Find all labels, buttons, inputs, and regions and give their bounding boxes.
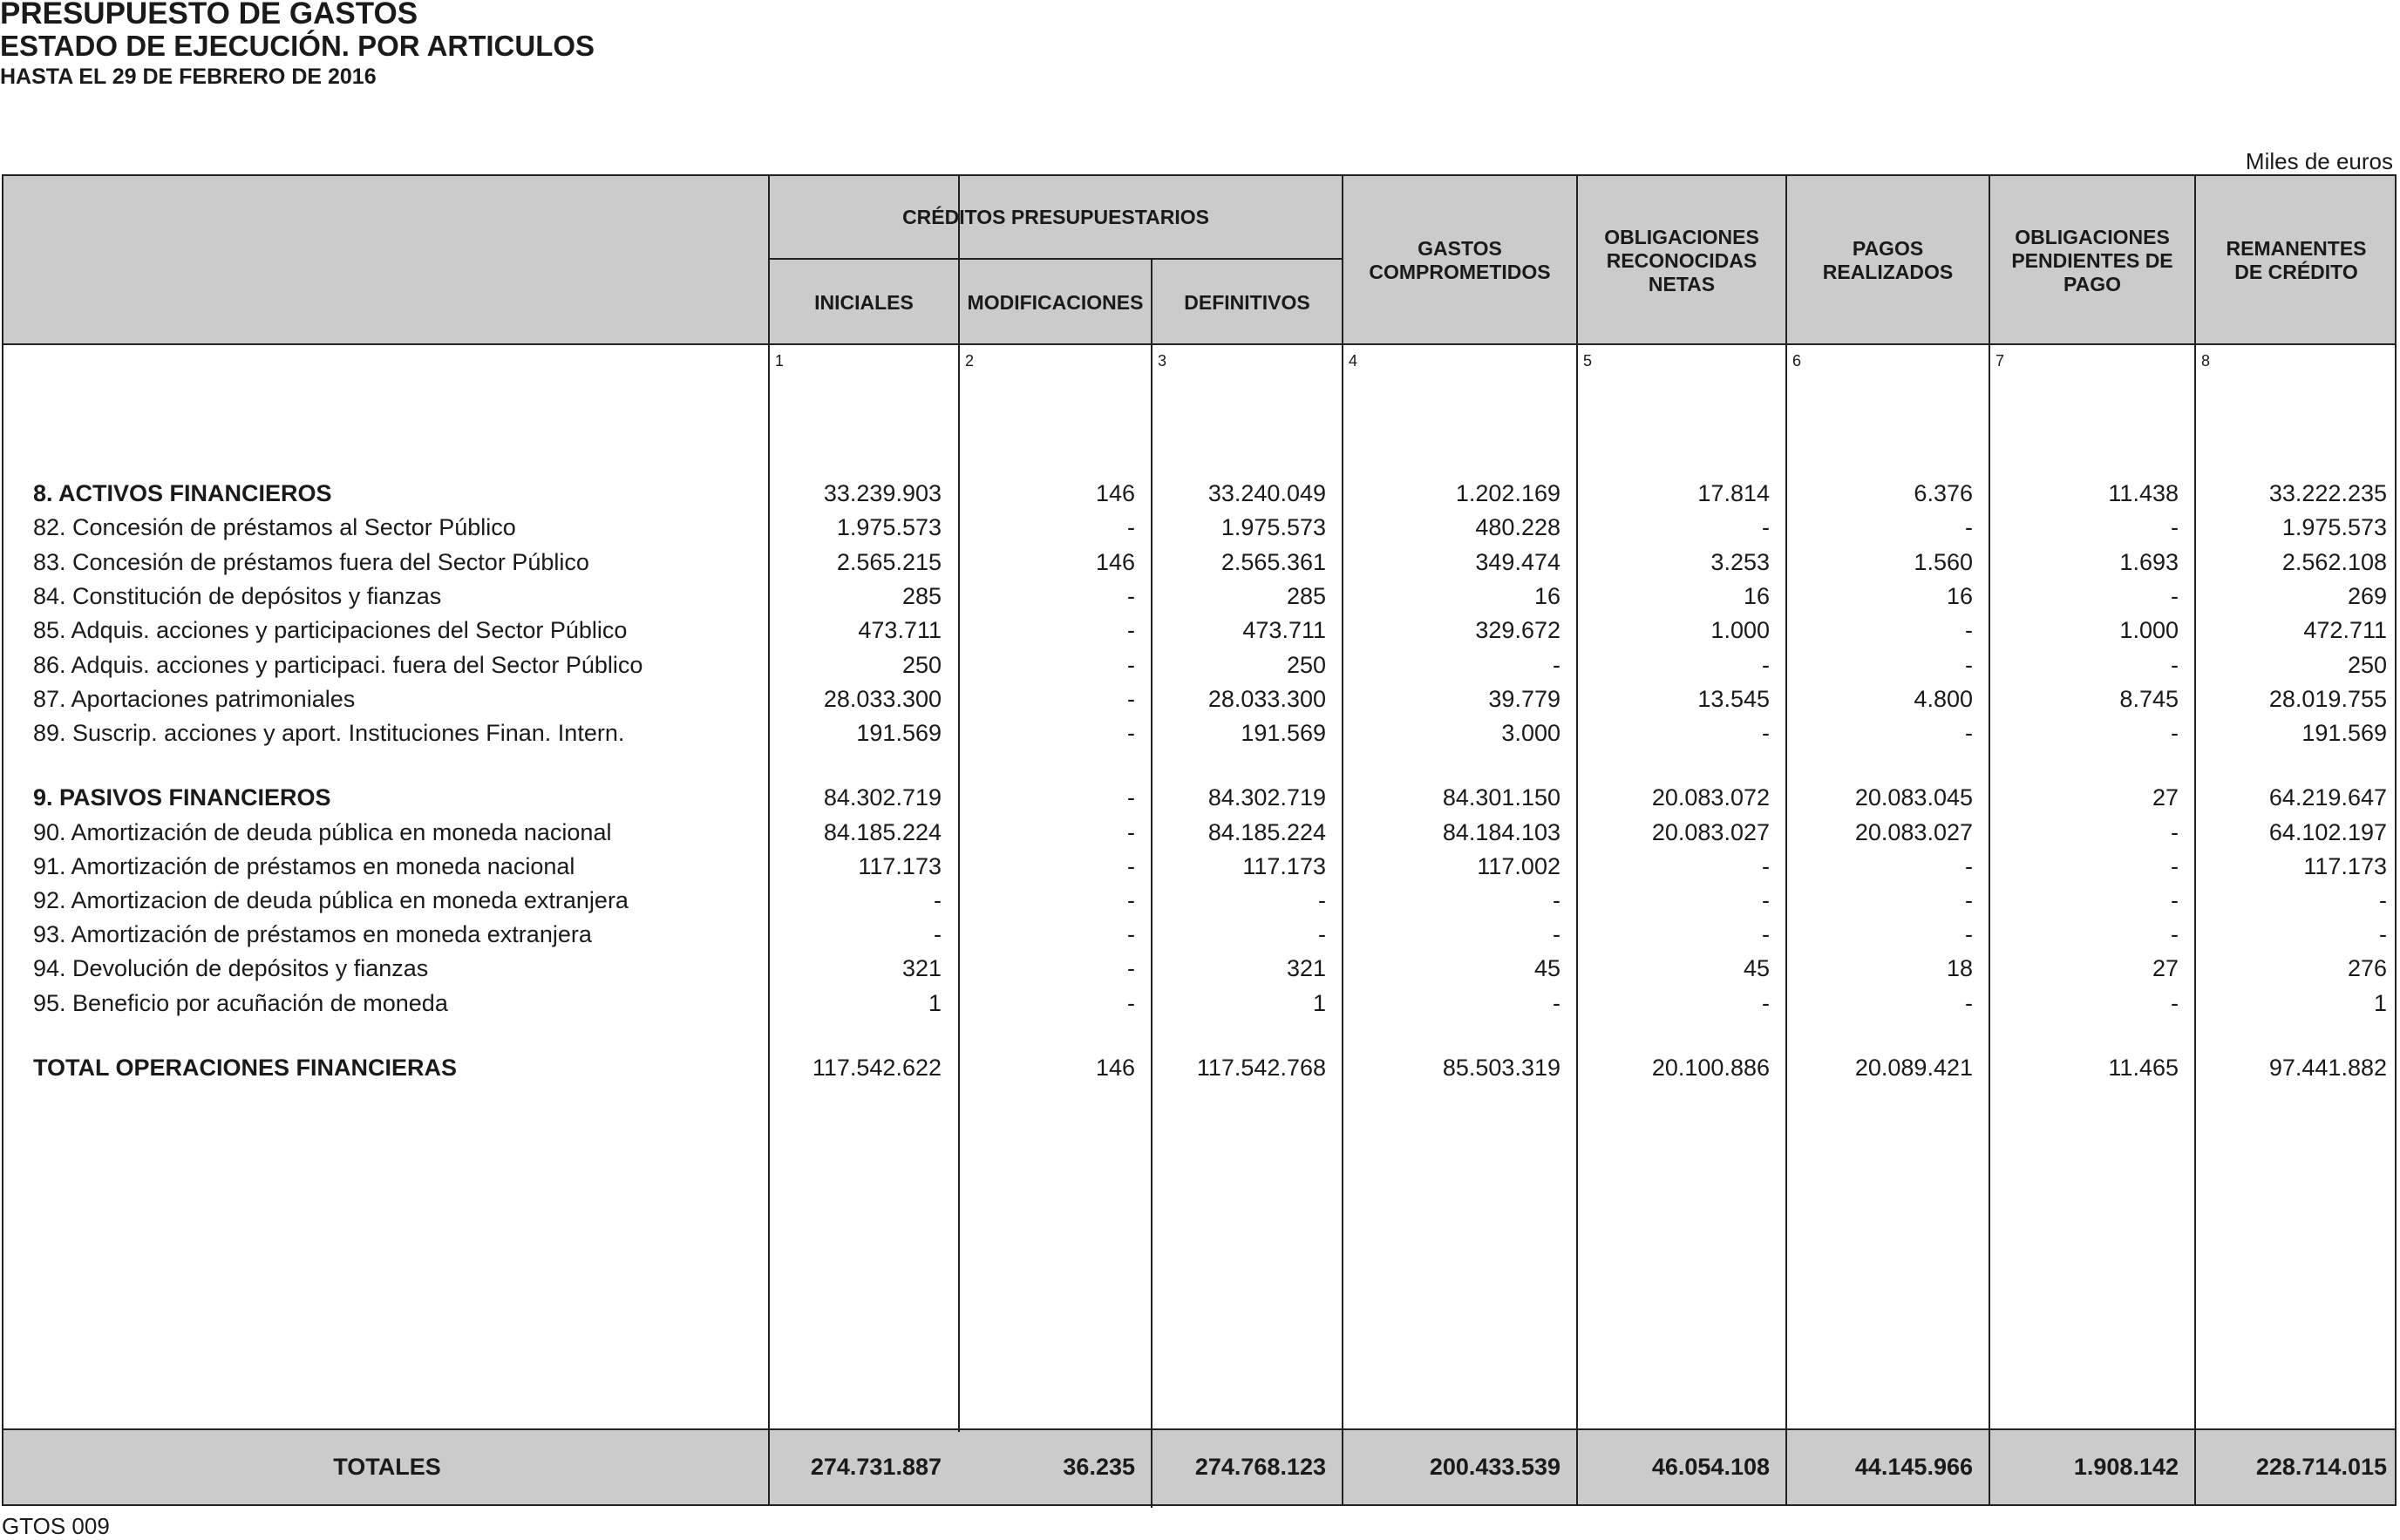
row-value: 1	[928, 990, 942, 1016]
row-value: 2.565.361	[1220, 549, 1326, 575]
column-number: 6	[1792, 352, 1802, 370]
row-value: -	[1127, 617, 1135, 643]
row-value: 16	[1533, 583, 1560, 609]
total-value: 228.714.015	[2255, 1454, 2387, 1480]
document-title: PRESUPUESTO DE GASTOS	[0, 0, 418, 31]
total-value: 200.433.539	[1429, 1454, 1560, 1480]
table-row	[3, 1051, 2395, 1084]
row-label: TOTAL OPERACIONES FINANCIERAS	[33, 1055, 458, 1081]
row-value: 16	[1946, 583, 1973, 609]
row-value: 473.711	[858, 617, 942, 643]
total-value: 36.235	[1063, 1454, 1135, 1480]
row-value: 20.089.421	[1854, 1055, 1973, 1081]
row-value: 33.239.903	[823, 480, 942, 506]
row-value: 321	[901, 955, 942, 981]
column-number: 2	[965, 352, 975, 370]
row-value: 6.376	[1914, 480, 1973, 506]
budget-table	[2, 174, 2397, 1506]
row-value: -	[1127, 921, 1135, 947]
row-value: 8.745	[2119, 686, 2179, 712]
total-value: 274.731.887	[810, 1454, 942, 1480]
row-value: -	[1762, 990, 1770, 1016]
row-label: 85. Adquis. acciones y participaciones del Sector Público	[33, 617, 628, 643]
row-value: 191.569	[856, 720, 942, 746]
row-value: -	[1965, 853, 1973, 879]
header-remanentes: REMANENTES DE CRÉDITO	[2226, 237, 2367, 283]
row-value: 20.083.045	[1854, 784, 1973, 811]
row-value: -	[1127, 955, 1135, 981]
row-value: -	[1553, 990, 1560, 1016]
row-value: -	[2379, 921, 2387, 947]
header-modificaciones: MODIFICACIONES	[967, 290, 1144, 314]
document-code: GTOS 009	[2, 1513, 110, 1539]
row-label: 93. Amortización de préstamos en moneda extranjera	[33, 921, 592, 947]
table-row	[3, 850, 2395, 883]
row-label: 94. Devolución de depósitos y fianzas	[33, 955, 429, 981]
row-label: 90. Amortización de deuda pública en moneda nacional	[33, 819, 612, 845]
row-value: 321	[1286, 955, 1326, 981]
row-value: 28.033.300	[1207, 686, 1326, 712]
column-number: 8	[2201, 352, 2211, 370]
row-value: -	[2171, 583, 2179, 609]
row-value: -	[1127, 686, 1135, 712]
table-row	[3, 580, 2395, 613]
row-value: -	[1318, 921, 1326, 947]
row-value: -	[1127, 853, 1135, 879]
row-value: 480.228	[1475, 514, 1560, 540]
table-row	[3, 648, 2395, 682]
document-subtitle: ESTADO DE EJECUCIÓN. POR ARTICULOS	[0, 30, 595, 62]
row-value: 117.542.622	[812, 1055, 942, 1081]
row-value: 1.000	[2119, 617, 2179, 643]
row-value: 13.545	[1697, 686, 1770, 712]
row-value: 2.562.108	[2281, 549, 2387, 575]
column-divider	[1151, 258, 1152, 1508]
row-value: -	[1318, 887, 1326, 913]
table-row	[3, 614, 2395, 647]
table-row	[3, 716, 2395, 750]
row-value: 33.222.235	[2268, 480, 2387, 506]
row-value: -	[2171, 921, 2179, 947]
table-row	[3, 477, 2395, 510]
row-value: 146	[1095, 480, 1135, 506]
row-label: 92. Amortizacion de deuda pública en moneda extranjera	[33, 887, 629, 913]
row-value: -	[1762, 887, 1770, 913]
row-value: -	[1965, 720, 1973, 746]
header-definitivos: DEFINITIVOS	[1184, 290, 1310, 314]
header-obligaciones: OBLIGACIONES RECONOCIDAS NETAS	[1604, 225, 1759, 295]
table-row	[3, 884, 2395, 917]
row-value: -	[2379, 887, 2387, 913]
row-value: 117.002	[1477, 853, 1560, 879]
column-number: 1	[775, 352, 785, 370]
row-value: 20.083.027	[1651, 819, 1770, 845]
column-number: 5	[1583, 352, 1593, 370]
row-value: -	[2171, 514, 2179, 540]
row-value: 1.975.573	[836, 514, 942, 540]
row-value: 1.975.573	[2281, 514, 2387, 540]
row-value: 84.184.103	[1442, 819, 1560, 845]
row-value: 84.185.224	[1207, 819, 1326, 845]
row-value: -	[1553, 652, 1560, 678]
row-value: 20.100.886	[1651, 1055, 1770, 1081]
header-creditos: CRÉDITOS PRESUPUESTARIOS	[902, 205, 1209, 228]
table-row	[3, 987, 2395, 1020]
row-value: -	[2171, 990, 2179, 1016]
row-value: 84.302.719	[1207, 784, 1326, 811]
row-label: 86. Adquis. acciones y participaci. fuera del Sector Público	[33, 652, 643, 678]
row-value: 27	[2152, 784, 2179, 811]
row-value: 85.503.319	[1442, 1055, 1560, 1081]
row-value: -	[2171, 652, 2179, 678]
row-value: 117.173	[1242, 853, 1326, 879]
row-value: -	[2171, 887, 2179, 913]
row-value: 20.083.072	[1651, 784, 1770, 811]
row-value: 473.711	[1242, 617, 1326, 643]
row-value: -	[1965, 921, 1973, 947]
row-value: -	[2171, 853, 2179, 879]
table-row	[3, 781, 2395, 814]
row-value: 1.693	[2119, 549, 2179, 575]
column-number: 7	[1995, 352, 2005, 370]
row-value: 285	[1286, 583, 1326, 609]
row-value: -	[1762, 514, 1770, 540]
row-value: 39.779	[1488, 686, 1560, 712]
total-value: 44.145.966	[1854, 1454, 1973, 1480]
row-value: 1.202.169	[1455, 480, 1560, 506]
row-value: -	[1127, 652, 1135, 678]
row-value: 45	[1743, 955, 1770, 981]
row-value: 3.253	[1710, 549, 1770, 575]
row-value: 64.219.647	[2268, 784, 2387, 811]
total-value: 46.054.108	[1651, 1454, 1770, 1480]
header-gastos: GASTOS COMPROMETIDOS	[1369, 237, 1551, 283]
row-value: -	[934, 887, 942, 913]
row-label: 91. Amortización de préstamos en moneda nacional	[33, 853, 575, 879]
row-label: 9. PASIVOS FINANCIEROS	[33, 784, 331, 811]
row-value: 28.033.300	[823, 686, 942, 712]
table-row	[3, 682, 2395, 716]
row-label: 95. Beneficio por acuñación de moneda	[33, 990, 448, 1016]
row-value: 191.569	[1241, 720, 1326, 746]
row-value: 45	[1533, 955, 1560, 981]
table-row	[3, 511, 2395, 544]
row-value: -	[1127, 887, 1135, 913]
row-value: 117.173	[858, 853, 942, 879]
row-value: 84.301.150	[1442, 784, 1560, 811]
row-label: 84. Constitución de depósitos y fianzas	[33, 583, 442, 609]
row-value: -	[1965, 514, 1973, 540]
row-value: 27	[2152, 955, 2179, 981]
row-value: 18	[1946, 955, 1973, 981]
row-value: 117.542.768	[1196, 1055, 1326, 1081]
row-value: -	[1965, 990, 1973, 1016]
row-value: -	[2171, 720, 2179, 746]
row-value: -	[1553, 921, 1560, 947]
header-pagos: PAGOS REALIZADOS	[1822, 237, 1954, 283]
row-value: -	[1127, 990, 1135, 1016]
table-row	[3, 546, 2395, 579]
table-row	[3, 816, 2395, 849]
row-value: 20.083.027	[1854, 819, 1973, 845]
totals-label: TOTALES	[333, 1454, 441, 1480]
row-value: 329.672	[1475, 617, 1560, 643]
total-value: 1.908.142	[2073, 1454, 2179, 1480]
row-value: 64.102.197	[2268, 819, 2387, 845]
row-label: 87. Aportaciones patrimoniales	[33, 686, 356, 712]
row-value: 2.565.215	[836, 549, 942, 575]
row-value: 16	[1743, 583, 1770, 609]
row-value: 33.240.049	[1207, 480, 1326, 506]
row-value: 84.302.719	[823, 784, 942, 811]
row-value: 1.975.573	[1220, 514, 1326, 540]
row-label: 89. Suscrip. acciones y aport. Instituciones Finan. Intern.	[33, 720, 625, 746]
row-value: -	[1127, 514, 1135, 540]
total-value: 274.768.123	[1194, 1454, 1326, 1480]
row-value: 11.465	[2108, 1055, 2179, 1081]
row-value: -	[1762, 921, 1770, 947]
column-number: 3	[1158, 352, 1167, 370]
row-value: -	[1127, 784, 1135, 811]
units-label: Miles de euros	[2245, 148, 2393, 174]
row-value: -	[1127, 819, 1135, 845]
row-value: 1.560	[1914, 549, 1973, 575]
row-value: 269	[2347, 583, 2387, 609]
row-value: -	[1762, 853, 1770, 879]
row-value: 11.438	[2108, 480, 2179, 506]
row-value: -	[2171, 819, 2179, 845]
row-value: -	[1127, 720, 1135, 746]
row-value: 472.711	[2303, 617, 2387, 643]
header-pendientes: OBLIGACIONES PENDIENTES DE PAGO	[2011, 225, 2173, 295]
row-value: 250	[901, 652, 942, 678]
row-value: 1.000	[1710, 617, 1770, 643]
row-value: -	[1762, 652, 1770, 678]
row-value: 250	[1286, 652, 1326, 678]
row-value: -	[1965, 652, 1973, 678]
row-label: 83. Concesión de préstamos fuera del Sector Público	[33, 549, 589, 575]
row-label: 8. ACTIVOS FINANCIEROS	[33, 480, 332, 506]
row-value: 117.173	[2303, 853, 2387, 879]
row-value: 28.019.755	[2268, 686, 2387, 712]
row-value: -	[1127, 583, 1135, 609]
row-value: 349.474	[1475, 549, 1560, 575]
row-value: 191.569	[2301, 720, 2387, 746]
row-value: -	[1553, 887, 1560, 913]
row-value: 250	[2347, 652, 2387, 678]
table-row	[3, 952, 2395, 985]
row-value: 146	[1095, 549, 1135, 575]
row-value: 17.814	[1697, 480, 1770, 506]
row-value: 3.000	[1501, 720, 1560, 746]
row-value: -	[934, 921, 942, 947]
row-value: 146	[1095, 1055, 1135, 1081]
row-value: 84.185.224	[823, 819, 942, 845]
row-value: 1	[2373, 990, 2387, 1016]
header-iniciales: INICIALES	[814, 290, 914, 314]
row-label: 82. Concesión de préstamos al Sector Público	[33, 514, 516, 540]
row-value: -	[1965, 887, 1973, 913]
column-number: 4	[1349, 352, 1358, 370]
row-value: 97.441.882	[2268, 1055, 2387, 1081]
table-row	[3, 918, 2395, 951]
row-value: 285	[901, 583, 942, 609]
row-value: -	[1965, 617, 1973, 643]
row-value: 276	[2347, 955, 2387, 981]
row-value: 1	[1312, 990, 1326, 1016]
row-value: 4.800	[1914, 686, 1973, 712]
row-value: -	[1762, 720, 1770, 746]
date-line: HASTA EL 29 DE FEBRERO DE 2016	[0, 64, 377, 89]
